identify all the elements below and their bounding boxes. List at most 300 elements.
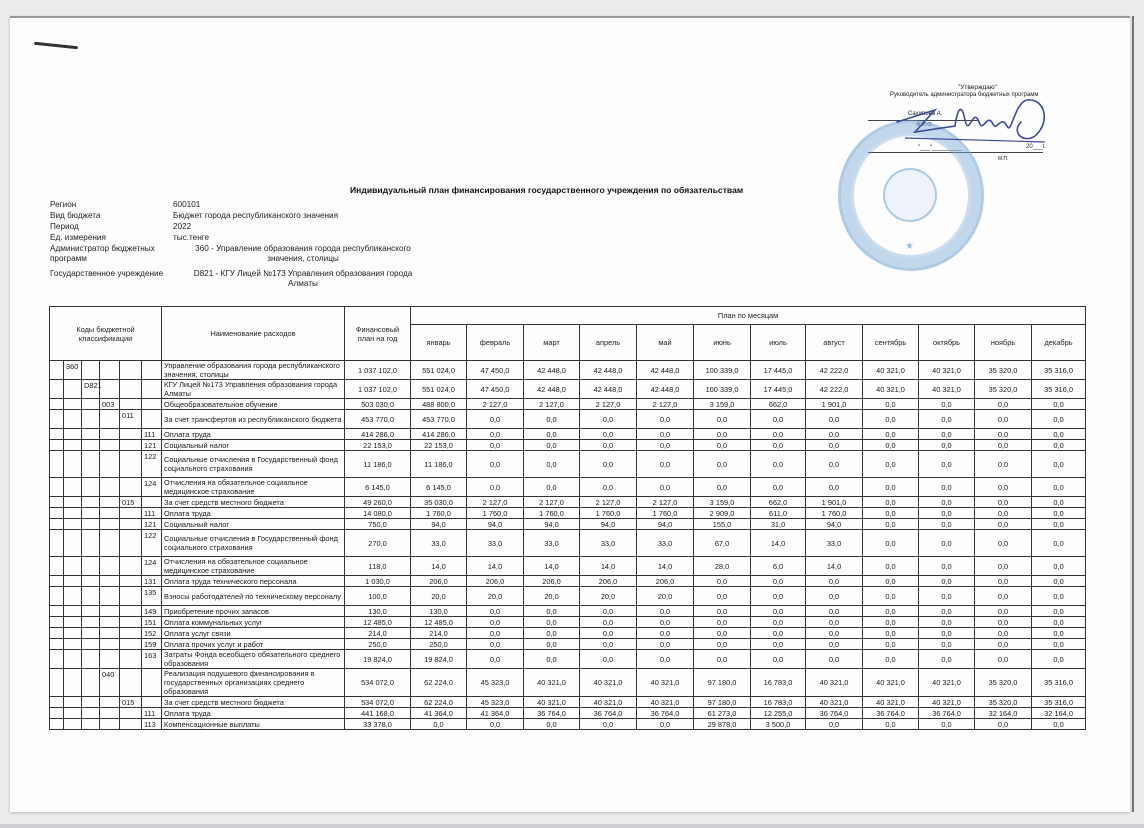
month-value-cell: 0,0 [637,440,694,451]
month-value-cell: 40 321,0 [919,669,975,697]
code-cell-c5: 113 [142,719,162,730]
code-cell-c4: 015 [120,497,142,508]
header-month: июнь [694,325,751,361]
month-value-cell: 662,0 [751,399,806,410]
code-cell-c2 [82,617,100,628]
month-value-cell: 0,0 [637,628,694,639]
month-value-cell: 0,0 [975,639,1032,650]
month-value-cell: 35 316,0 [1032,361,1086,380]
month-value-cell: 0,0 [467,606,524,617]
code-cell-c4 [120,606,142,617]
month-value-cell: 0,0 [975,508,1032,519]
expense-name-cell: Социальные отчисления в Государственный фонд социального страхования [162,530,345,557]
code-cell-c3 [100,451,120,478]
month-value-cell: 0,0 [975,399,1032,410]
month-value-cell: 36 764,0 [919,708,975,719]
month-value-cell: 0,0 [751,587,806,606]
code-cell-c2 [82,410,100,429]
month-value-cell: 206,0 [580,576,637,587]
month-value-cell: 0,0 [975,451,1032,478]
approval-year: 20___г. [1026,144,1046,150]
month-value-cell: 31,0 [751,519,806,530]
header-month: декабрь [1032,325,1086,361]
annual-plan-cell: 14 080,0 [345,508,411,519]
code-cell-c3 [100,628,120,639]
expense-name-cell: За счет трансфертов из республиканского бюджета [162,410,345,429]
table-row [50,451,1086,478]
month-value-cell: 16 783,0 [751,697,806,708]
month-value-cell: 0,0 [751,628,806,639]
month-value-cell: 94,0 [467,519,524,530]
header-month: ноябрь [975,325,1032,361]
month-value-cell: 0,0 [467,628,524,639]
month-value-cell: 0,0 [751,451,806,478]
code-cell-c4: 011 [120,410,142,429]
meta-value: Бюджет города республиканского значения [173,211,339,220]
month-value-cell: 16 783,0 [751,669,806,697]
code-cell-c2 [82,399,100,410]
month-value-cell: 35 316,0 [1032,380,1086,399]
code-cell-c1 [64,440,82,451]
code-spacer [50,719,64,730]
month-value-cell: 35 320,0 [975,697,1032,708]
month-value-cell: 14,0 [751,530,806,557]
month-value-cell: 0,0 [806,429,863,440]
code-spacer [50,429,64,440]
month-value-cell: 40 321,0 [863,361,919,380]
code-cell-c5 [142,361,162,380]
code-cell-c5 [142,399,162,410]
code-cell-c3 [100,606,120,617]
month-value-cell: 0,0 [863,497,919,508]
annual-plan-cell: 441 168,0 [345,708,411,719]
code-cell-c2 [82,451,100,478]
table-row [50,440,1086,451]
code-cell-c1 [64,451,82,478]
code-cell-c4 [120,508,142,519]
annual-plan-cell: 118,0 [345,557,411,576]
code-cell-c2: D821 [82,380,100,399]
code-cell-c4 [120,429,142,440]
code-cell-c2 [82,628,100,639]
month-value-cell: 0,0 [467,650,524,669]
month-value-cell: 0,0 [637,650,694,669]
month-value-cell: 0,0 [694,440,751,451]
month-value-cell: 40 321,0 [919,697,975,708]
month-value-cell: 0,0 [1032,497,1086,508]
header-month: январь [411,325,467,361]
code-cell-c5: 135 [142,587,162,606]
month-value-cell: 0,0 [806,440,863,451]
month-value-cell: 0,0 [580,650,637,669]
code-cell-c1 [64,669,82,697]
month-value-cell: 100 339,0 [694,361,751,380]
month-value-cell: 2 127,0 [580,399,637,410]
month-value-cell: 33,0 [637,530,694,557]
table-row [50,708,1086,719]
month-value-cell: 0,0 [694,628,751,639]
page-edge [10,16,1130,18]
month-value-cell: 12 485,0 [411,617,467,628]
month-value-cell: 40 321,0 [637,669,694,697]
month-value-cell: 0,0 [751,650,806,669]
month-value-cell: 0,0 [1032,650,1086,669]
month-value-cell: 35 320,0 [975,669,1032,697]
month-value-cell: 0,0 [467,639,524,650]
month-value-cell: 0,0 [1032,719,1086,730]
code-cell-c5: 121 [142,519,162,530]
month-value-cell: 14,0 [411,557,467,576]
annual-plan-cell: 1 037 102,0 [345,380,411,399]
month-value-cell: 2 127,0 [524,497,580,508]
month-value-cell: 12 255,0 [751,708,806,719]
month-value-cell: 0,0 [863,410,919,429]
code-cell-c5: 151 [142,617,162,628]
month-value-cell: 0,0 [919,576,975,587]
month-value-cell: 0,0 [975,410,1032,429]
month-value-cell: 2 127,0 [467,399,524,410]
document-title: Индивидуальный план финансирования государственного учреждения по обязательствам [350,185,744,195]
month-value-cell: 0,0 [975,530,1032,557]
month-value-cell: 0,0 [524,639,580,650]
meta-value: 2022 [173,222,192,231]
month-value-cell: 0,0 [1032,628,1086,639]
code-cell-c3 [100,576,120,587]
month-value-cell: 0,0 [919,410,975,429]
month-value-cell: 0,0 [975,617,1032,628]
month-value-cell: 0,0 [863,650,919,669]
month-value-cell: 0,0 [919,587,975,606]
code-spacer [50,478,64,497]
month-value-cell: 42 222,0 [806,361,863,380]
month-value-cell: 42 448,0 [637,380,694,399]
month-value-cell: 40 321,0 [863,697,919,708]
approval-mp: М.П. [998,156,1009,162]
month-value-cell: 0,0 [863,557,919,576]
month-value-cell: 0,0 [919,628,975,639]
code-spacer [50,451,64,478]
code-cell-c5: 111 [142,429,162,440]
meta-label: Регион [50,200,77,209]
expense-name-cell: Социальный налог [162,519,345,530]
expense-name-cell: Социальные отчисления в Государственный фонд социального страхования [162,451,345,478]
month-value-cell: 3 159,0 [694,497,751,508]
code-spacer [50,576,64,587]
month-value-cell: 0,0 [806,606,863,617]
code-cell-c1 [64,697,82,708]
table-row [50,650,1086,669]
month-value-cell: 42 222,0 [806,380,863,399]
month-value-cell: 36 764,0 [806,708,863,719]
month-value-cell: 0,0 [919,399,975,410]
header-month: апрель [580,325,637,361]
month-value-cell: 0,0 [863,519,919,530]
approval-title: "Утверждаю" [958,84,997,91]
month-value-cell: 0,0 [1032,478,1086,497]
month-value-cell: 551 024,0 [411,380,467,399]
code-cell-c2 [82,557,100,576]
table-row [50,606,1086,617]
code-cell-c2 [82,719,100,730]
month-value-cell: 1 760,0 [580,508,637,519]
code-cell-c1 [64,519,82,530]
code-cell-c1 [64,410,82,429]
expense-name-cell: Взносы работодателей по техническому персоналу [162,587,345,606]
month-value-cell: 47 450,0 [467,361,524,380]
meta-value: 600101 [173,200,201,209]
table-row [50,519,1086,530]
month-value-cell: 0,0 [694,606,751,617]
code-spacer [50,410,64,429]
annual-plan-cell: 414 286,0 [345,429,411,440]
meta-label: Администратор бюджетных программ [50,244,155,263]
month-value-cell: 0,0 [580,617,637,628]
approval-signer: Сахипова А. [908,111,943,117]
code-cell-c5: 111 [142,708,162,719]
month-value-cell: 45 323,0 [467,697,524,708]
table-body [50,361,1086,730]
month-value-cell: 0,0 [694,451,751,478]
code-cell-c1 [64,429,82,440]
code-cell-c1: 360 [64,361,82,380]
month-value-cell: 36 764,0 [637,708,694,719]
expense-name-cell: Компенсационные выплаты [162,719,345,730]
annual-plan-cell: 534 072,0 [345,697,411,708]
month-value-cell: 20,0 [580,587,637,606]
code-spacer [50,519,64,530]
month-value-cell: 0,0 [580,451,637,478]
month-value-cell: 206,0 [467,576,524,587]
code-spacer [50,606,64,617]
annual-plan-cell: 12 485,0 [345,617,411,628]
month-value-cell: 206,0 [411,576,467,587]
month-value-cell: 1 760,0 [637,508,694,519]
month-value-cell: 42 448,0 [637,361,694,380]
code-cell-c4 [120,380,142,399]
code-cell-c4 [120,361,142,380]
table-row [50,410,1086,429]
code-cell-c3 [100,587,120,606]
meta-value: D821 - КГУ Лицей №173 Управления образования города Алматы [193,269,413,288]
month-value-cell: 0,0 [975,606,1032,617]
month-value-cell: 0,0 [863,617,919,628]
month-value-cell: 35 320,0 [975,361,1032,380]
annual-plan-cell: 1 030,0 [345,576,411,587]
code-cell-c1 [64,380,82,399]
month-value-cell: 0,0 [751,576,806,587]
month-value-cell: 40 321,0 [919,380,975,399]
meta-label: Ед. измерения [50,233,106,242]
code-cell-c2 [82,530,100,557]
code-spacer [50,380,64,399]
month-value-cell: 0,0 [863,478,919,497]
month-value-cell: 0,0 [863,639,919,650]
annual-plan-cell: 214,0 [345,628,411,639]
month-value-cell: 14,0 [467,557,524,576]
month-value-cell: 35 316,0 [1032,697,1086,708]
month-value-cell: 0,0 [919,440,975,451]
code-cell-c2 [82,519,100,530]
month-value-cell: 100 339,0 [694,380,751,399]
code-cell-c3 [100,478,120,497]
code-cell-c3 [100,719,120,730]
month-value-cell: 40 321,0 [524,669,580,697]
month-value-cell: 14,0 [806,557,863,576]
month-value-cell: 2 909,0 [694,508,751,519]
month-value-cell: 0,0 [580,429,637,440]
expense-name-cell: КГУ Лицей №173 Управления образования города Алматы [162,380,345,399]
meta-label: Вид бюджета [50,211,101,220]
month-value-cell: 6 145,0 [411,478,467,497]
month-value-cell: 61 273,0 [694,708,751,719]
header-month: август [806,325,863,361]
month-value-cell: 40 321,0 [637,697,694,708]
code-cell-c3 [100,557,120,576]
month-value-cell: 94,0 [524,519,580,530]
table-row [50,669,1086,697]
expense-name-cell: Управление образования города республиканского значения, столицы [162,361,345,380]
header-name: Наименование расходов [162,307,345,361]
month-value-cell: 17 445,0 [751,361,806,380]
month-value-cell: 42 448,0 [580,361,637,380]
code-cell-c4 [120,478,142,497]
month-value-cell: 0,0 [1032,587,1086,606]
annual-plan-cell: 19 824,0 [345,650,411,669]
month-value-cell: 0,0 [467,440,524,451]
meta-value: тыс.тенге [173,233,210,242]
month-value-cell: 0,0 [751,478,806,497]
expense-name-cell: Оплата труда [162,429,345,440]
month-value-cell: 0,0 [524,429,580,440]
page-edge [1132,16,1134,812]
annual-plan-cell: 1 037 102,0 [345,361,411,380]
month-value-cell: 0,0 [863,530,919,557]
annual-plan-cell: 49 260,0 [345,497,411,508]
table-row [50,530,1086,557]
month-value-cell: 40 321,0 [806,669,863,697]
code-cell-c2 [82,497,100,508]
month-value-cell: 0,0 [524,478,580,497]
month-value-cell: 20,0 [524,587,580,606]
month-value-cell: 0,0 [975,557,1032,576]
table-row [50,380,1086,399]
table-row [50,639,1086,650]
month-value-cell: 2 127,0 [524,399,580,410]
annual-plan-cell: 6 145,0 [345,478,411,497]
code-cell-c2 [82,576,100,587]
month-value-cell: 42 448,0 [580,380,637,399]
expense-name-cell: Отчисления на обязательное социальное медицинское страхование [162,557,345,576]
expense-name-cell: Оплата услуг связи [162,628,345,639]
month-value-cell: 97 180,0 [694,697,751,708]
month-value-cell: 0,0 [751,440,806,451]
expense-name-cell: Социальный налог [162,440,345,451]
code-spacer [50,530,64,557]
code-cell-c2 [82,587,100,606]
code-spacer [50,697,64,708]
month-value-cell: 0,0 [637,606,694,617]
month-value-cell: 0,0 [1032,440,1086,451]
month-value-cell: 0,0 [919,719,975,730]
month-value-cell: 0,0 [580,440,637,451]
month-value-cell: 2 127,0 [467,497,524,508]
code-cell-c3 [100,697,120,708]
code-cell-c5 [142,669,162,697]
month-value-cell: 0,0 [1032,576,1086,587]
financing-plan-table [49,306,1086,730]
month-value-cell: 0,0 [806,410,863,429]
month-value-cell: 0,0 [467,429,524,440]
table-row [50,587,1086,606]
month-value-cell: 130,0 [411,606,467,617]
month-value-cell: 14,0 [580,557,637,576]
month-value-cell: 62 224,0 [411,697,467,708]
month-value-cell: 14,0 [524,557,580,576]
month-value-cell: 0,0 [580,606,637,617]
month-value-cell: 0,0 [863,399,919,410]
month-value-cell: 0,0 [751,606,806,617]
month-value-cell: 0,0 [919,617,975,628]
month-value-cell: 0,0 [806,617,863,628]
month-value-cell: 33,0 [524,530,580,557]
month-value-cell: 0,0 [863,508,919,519]
code-cell-c1 [64,478,82,497]
month-value-cell: 0,0 [919,606,975,617]
code-cell-c2 [82,639,100,650]
table-row [50,429,1086,440]
month-value-cell: 206,0 [524,576,580,587]
month-value-cell: 0,0 [975,519,1032,530]
code-spacer [50,617,64,628]
header-month: октябрь [919,325,975,361]
header-month: март [524,325,580,361]
expense-name-cell: Реализация подушевого финансирования в государственных организациях среднего образования [162,669,345,697]
annual-plan-cell: 130,0 [345,606,411,617]
code-spacer [50,399,64,410]
month-value-cell: 0,0 [637,719,694,730]
month-value-cell: 20,0 [637,587,694,606]
emblem-icon [883,168,937,222]
expense-name-cell: Оплата труда технического персонала [162,576,345,587]
month-value-cell: 0,0 [975,587,1032,606]
month-value-cell: 0,0 [975,576,1032,587]
month-value-cell: 206,0 [637,576,694,587]
month-value-cell: 0,0 [1032,410,1086,429]
code-cell-c2 [82,708,100,719]
code-spacer [50,628,64,639]
code-cell-c4: 015 [120,697,142,708]
code-cell-c5: 163 [142,650,162,669]
month-value-cell: 0,0 [524,440,580,451]
expense-name-cell: Общеобразовательное обучение [162,399,345,410]
month-value-cell: 0,0 [975,497,1032,508]
month-value-cell: 0,0 [524,650,580,669]
table-row [50,697,1086,708]
month-value-cell: 0,0 [580,719,637,730]
month-value-cell: 250,0 [411,639,467,650]
code-cell-c3 [100,410,120,429]
table-row [50,508,1086,519]
code-spacer [50,639,64,650]
month-value-cell: 36 764,0 [863,708,919,719]
month-value-cell: 0,0 [1032,519,1086,530]
month-value-cell: 0,0 [863,628,919,639]
code-cell-c2 [82,361,100,380]
code-cell-c4 [120,530,142,557]
annual-plan-cell: 503 030,0 [345,399,411,410]
code-cell-c1 [64,650,82,669]
expense-name-cell: За счет средств местного бюджета [162,697,345,708]
